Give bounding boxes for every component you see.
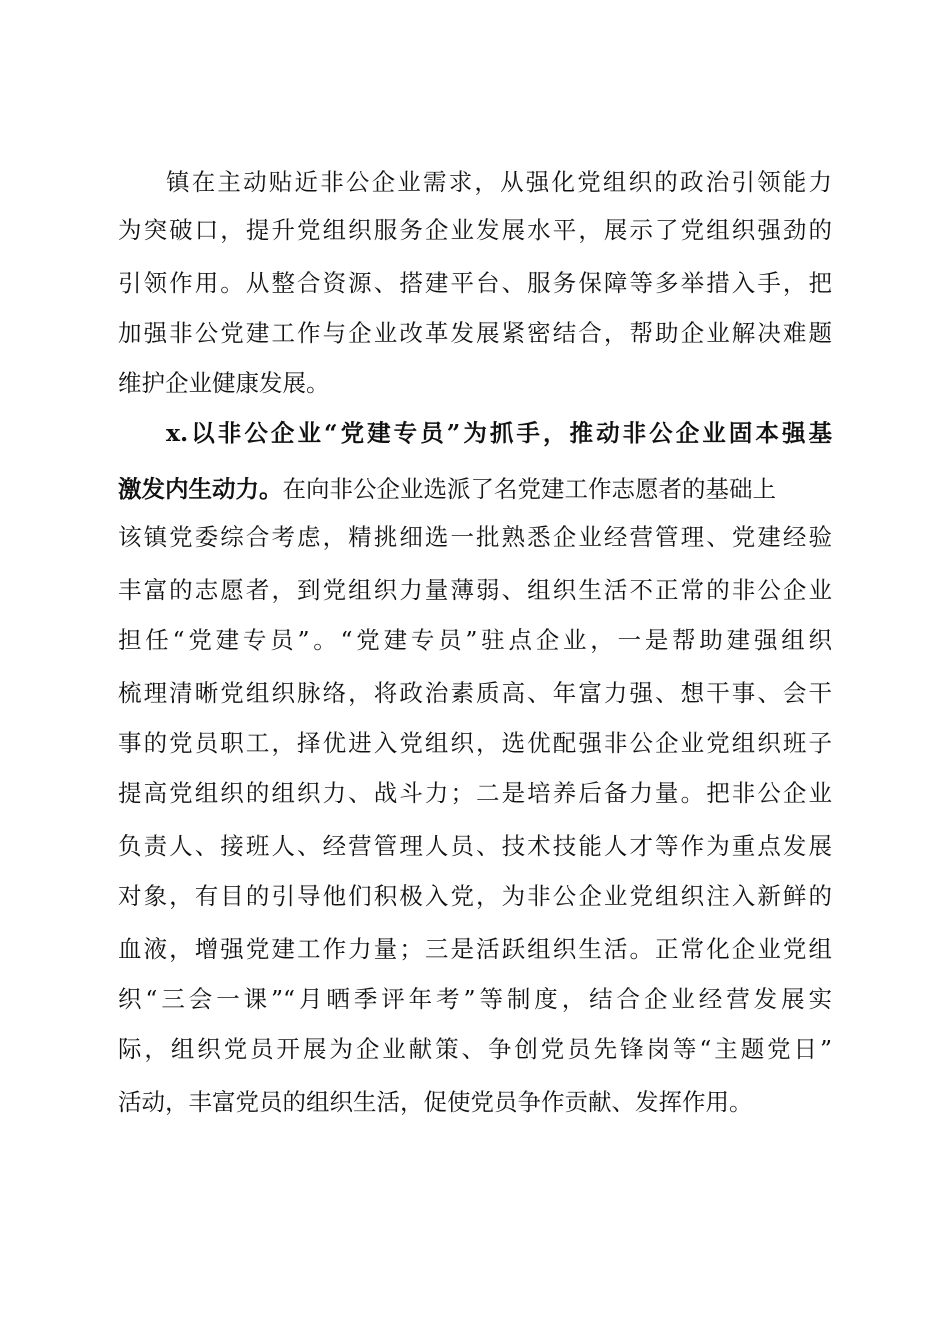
paragraph-2-body-line-11: 际，组织党员开展为企业献策、争创党员先锋岗等“主题党日” bbox=[118, 1035, 832, 1063]
paragraph-2-body-line-3: 担任“党建专员”。“党建专员”驻点企业，一是帮助建强组织 bbox=[118, 626, 832, 654]
paragraph-2-body-line-8: 对象，有目的引导他们积极入党，为非公企业党组织注入新鲜的 bbox=[118, 882, 832, 910]
paragraph-2-heading-line-1: x.以非公企业“党建专员”为抓手，推动非公企业固本强基 bbox=[166, 419, 832, 447]
paragraph-2-line-2 bbox=[118, 469, 832, 509]
paragraph-1-line-4: 加强非公党建工作与企业改革发展紧密结合，帮助企业解决难题 bbox=[118, 319, 832, 347]
paragraph-2-heading-line-2: 激发内生动力。 bbox=[118, 475, 283, 503]
paragraph-2-body-line-2: 丰富的志愿者，到党组织力量薄弱、组织生活不正常的非公企业 bbox=[118, 576, 832, 604]
paragraph-2-body-line-10: 织“三会一课”“月晒季评年考”等制度，结合企业经营发展实 bbox=[118, 985, 832, 1013]
paragraph-2-line-2-rest: 在向非公企业选派了名党建工作志愿者的基础上 bbox=[282, 475, 776, 503]
paragraph-1-line-2: 为突破口，提升党组织服务企业发展水平，展示了党组织强劲的 bbox=[118, 216, 832, 244]
paragraph-1-line-5: 维护企业健康发展。 bbox=[118, 369, 330, 397]
paragraph-2-body-line-1: 该镇党委综合考虑，精挑细选一批熟悉企业经营管理、党建经验 bbox=[118, 523, 832, 551]
paragraph-1-line-1: 镇在主动贴近非公企业需求，从强化党组织的政治引领能力 bbox=[166, 168, 832, 196]
paragraph-1-line-3: 引领作用。从整合资源、搭建平台、服务保障等多举措入手，把 bbox=[118, 269, 832, 297]
paragraph-2-body-line-9: 血液，增强党建工作力量；三是活跃组织生活。正常化企业党组 bbox=[118, 935, 832, 963]
paragraph-2-body-line-5: 事的党员职工，择优进入党组织，选优配强非公企业党组织班子 bbox=[118, 729, 832, 757]
paragraph-2-body-line-6: 提高党组织的组织力、战斗力；二是培养后备力量。把非公企业 bbox=[118, 779, 832, 807]
paragraph-2-body-line-4: 梳理清晰党组织脉络，将政治素质高、年富力强、想干事、会干 bbox=[118, 679, 832, 707]
paragraph-2-body-line-12: 活动，丰富党员的组织生活，促使党员争作贡献、发挥作用。 bbox=[118, 1088, 753, 1116]
paragraph-2-body-line-7: 负责人、接班人、经营管理人员、技术技能人才等作为重点发展 bbox=[118, 832, 832, 860]
